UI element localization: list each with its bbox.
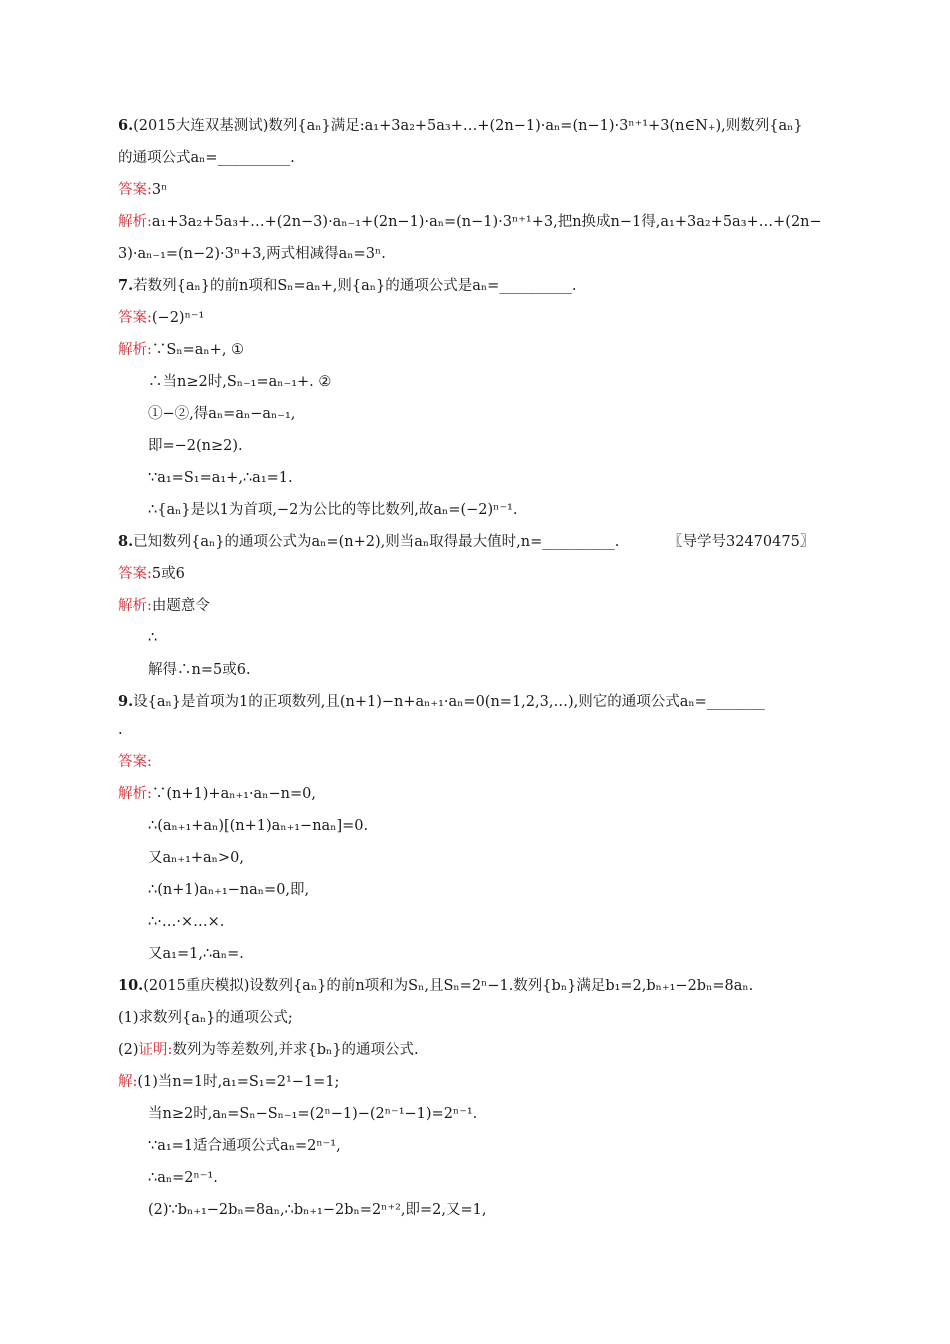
part-number: (2) (118, 1042, 139, 1058)
analysis-line: ∵a₁=S₁=a₁+,∴a₁=1. (148, 470, 293, 486)
analysis-label: 解析: (118, 214, 152, 230)
analysis-text: 由题意令 (151, 598, 210, 614)
question-number: 10. (118, 977, 144, 994)
reference-number: 〖导学号32470475〗 (668, 534, 815, 550)
question-number: 9. (118, 693, 134, 710)
analysis-line: 又a₁=1,∴aₙ=. (148, 946, 244, 962)
question-number: 7. (118, 277, 134, 294)
question-number: 6. (118, 117, 134, 134)
analysis-line: 又aₙ₊₁+aₙ>0, (148, 850, 244, 866)
answer-value: 5或6 (151, 566, 185, 582)
question-text: 设{aₙ}是首项为1的正项数列,且(n+1)−n+aₙ₊₁·aₙ=0(n=1,2,3,…),则它的通项公式aₙ=________ (133, 694, 765, 710)
analysis-line: ∴{aₙ}是以1为首项,−2为公比的等比数列,故aₙ=(−2)ⁿ⁻¹. (148, 502, 518, 518)
analysis-text: 3)·aₙ₋₁=(n−2)·3ⁿ+3,两式相减得aₙ=3ⁿ. (118, 246, 386, 262)
analysis-line: ∴(n+1)aₙ₊₁−naₙ=0,即, (148, 882, 310, 898)
part-text: 数列为等差数列,并求{bₙ}的通项公式. (172, 1042, 419, 1058)
answer-line (118, 180, 167, 200)
analysis-line: ∴ (148, 630, 158, 646)
question-text: (2015大连双基测试)数列{aₙ}满足:a₁+3a₂+5a₃+…+(2n−1)·aₙ=(n−1)·3ⁿ⁺¹+3(n∈N₊),则数列{aₙ} (133, 118, 803, 134)
proof-label: 证明: (138, 1042, 173, 1058)
analysis-line: ①−②,得aₙ=aₙ−aₙ₋₁, (148, 406, 296, 422)
analysis-line: 解得∴n=5或6. (148, 662, 251, 678)
analysis-line: 即=−2(n≥2). (148, 438, 243, 454)
solution-line: (2)∵bₙ₊₁−2bₙ=8aₙ,∴bₙ₊₁−2bₙ=2ⁿ⁺²,即=2,又=1, (148, 1202, 487, 1218)
solution-line: 当n≥2时,aₙ=Sₙ−Sₙ₋₁=(2ⁿ−1)−(2ⁿ⁻¹−1)=2ⁿ⁻¹. (148, 1106, 478, 1122)
question-7 (118, 276, 576, 296)
question-10 (118, 976, 753, 996)
question-9-line2: . (118, 722, 123, 738)
solution-label: 解: (118, 1074, 138, 1090)
analysis-line: ∴·…·×…×. (148, 914, 225, 930)
solution-line (118, 1072, 339, 1092)
question-6-line2 (118, 148, 295, 168)
analysis-text: a₁+3a₂+5a₃+…+(2n−3)·aₙ₋₁+(2n−1)·aₙ=(n−1)·3ⁿ⁺¹+3,把n换成n−1得,a₁+3a₂+5a₃+…+(2n− (151, 214, 822, 230)
answer-value: (−2)ⁿ⁻¹ (151, 310, 205, 326)
answer-line (118, 752, 152, 772)
analysis-label: 解析: (118, 598, 152, 614)
analysis-label: 解析: (118, 786, 152, 802)
solution-line: ∵a₁=1适合通项公式aₙ=2ⁿ⁻¹, (148, 1138, 341, 1154)
analysis-text: ∵Sₙ=aₙ+, ① (151, 342, 245, 358)
analysis-line (118, 244, 386, 264)
answer-label: 答案: (118, 310, 152, 326)
question-6 (118, 116, 803, 136)
question-text: 的通项公式aₙ=__________. (118, 150, 295, 166)
solution-text: (1)当n=1时,a₁=S₁=2¹−1=1; (137, 1074, 340, 1090)
solution-line: ∴aₙ=2ⁿ⁻¹. (148, 1170, 218, 1186)
question-part-1: (1)求数列{aₙ}的通项公式; (118, 1010, 293, 1026)
answer-label: 答案: (118, 754, 152, 770)
analysis-line (118, 340, 244, 360)
analysis-line (118, 596, 210, 616)
analysis-line (118, 784, 316, 804)
question-text: 若数列{aₙ}的前n项和Sₙ=aₙ+,则{aₙ}的通项公式是aₙ=__________. (133, 278, 577, 294)
question-text: (2015重庆模拟)设数列{aₙ}的前n项和为Sₙ,且Sₙ=2ⁿ−1.数列{bₙ}满足b₁=2,bₙ₊₁−2bₙ=8aₙ. (143, 978, 754, 994)
answer-line (118, 308, 204, 328)
analysis-line: ∴当n≥2时,Sₙ₋₁=aₙ₋₁+. ② (148, 374, 332, 390)
question-part-2 (118, 1040, 419, 1060)
question-9 (118, 692, 765, 712)
question-8 (118, 532, 619, 552)
answer-line (118, 564, 185, 584)
analysis-line (118, 212, 822, 232)
answer-value: 3ⁿ (151, 182, 168, 198)
analysis-label: 解析: (118, 342, 152, 358)
question-number: 8. (118, 533, 134, 550)
answer-label: 答案: (118, 182, 152, 198)
question-text: 已知数列{aₙ}的通项公式为aₙ=(n+2),则当aₙ取得最大值时,n=__________. (133, 534, 620, 550)
analysis-line: ∴(aₙ₊₁+aₙ)[(n+1)aₙ₊₁−naₙ]=0. (148, 818, 369, 834)
analysis-text: ∵(n+1)+aₙ₊₁·aₙ−n=0, (151, 786, 316, 802)
answer-label: 答案: (118, 566, 152, 582)
